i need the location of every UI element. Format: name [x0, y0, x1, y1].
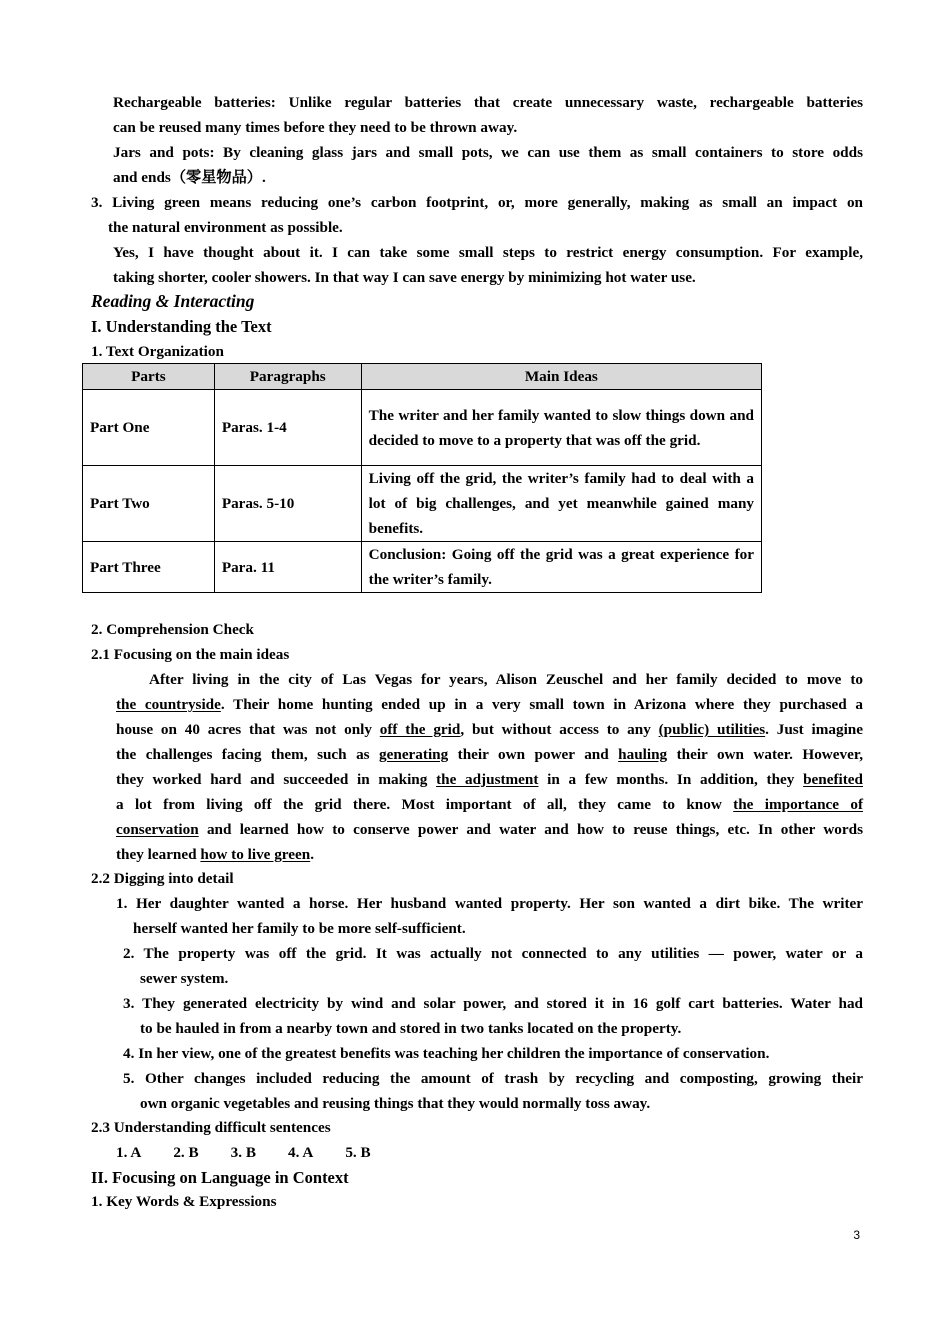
detail-3-line-1: 3. They generated electricity by wind and solar power, and stored it in 16 golf cart batteries. Water had — [123, 995, 863, 1012]
blank-answer: the countryside — [116, 696, 221, 713]
table-row — [83, 390, 762, 466]
heading-difficult-sentences: 2.3 Understanding difficult sentences — [91, 1119, 331, 1136]
detail-1-line-1: 1. Her daughter wanted a horse. Her husband wanted property. Her son wanted a dirt bike. The writer — [116, 895, 863, 912]
blank-answer: benefited — [803, 771, 863, 788]
blank-answer: the importance of — [733, 796, 863, 813]
summary-line-2: the countryside. Their home hunting ended up in a very small town in Arizona where they purchased a — [116, 696, 863, 713]
cell-paragraphs: Paras. 5-10 — [214, 466, 361, 542]
cell-part: Part One — [83, 390, 215, 466]
detail-3-line-2: to be hauled in from a nearby town and stored in two tanks located on the property. — [140, 1020, 682, 1037]
rechargeable-line-2: can be reused many times before they need to be thrown away. — [113, 119, 518, 136]
cell-main-idea: The writer and her family wanted to slow things down and decided to move to a property that was off the grid. — [361, 390, 761, 466]
cell-paragraphs: Para. 11 — [214, 542, 361, 593]
heading-understanding: I. Understanding the Text — [91, 317, 272, 336]
detail-2-line-1: 2. The property was off the grid. It was actually not connected to any utilities — power, water or a — [123, 945, 863, 962]
blank-answer: hauling — [618, 746, 668, 763]
answer-item: 2. B — [173, 1144, 199, 1161]
heading-digging-detail: 2.2 Digging into detail — [91, 870, 234, 887]
summary-line-3: house on 40 acres that was not only off the grid, but without access to any (public) utilities. Just imagine — [116, 721, 863, 738]
detail-5-line-1: 5. Other changes included reducing the amount of trash by recycling and composting, growing their — [123, 1070, 863, 1087]
summary-line-4: the challenges facing them, such as generating their own power and hauling their own water. However, — [116, 746, 863, 763]
summary-line-1: After living in the city of Las Vegas for years, Alison Zeuschel and her family decided to move to — [149, 671, 863, 688]
header-main-ideas: Main Ideas — [361, 364, 761, 390]
heading-text-organization: 1. Text Organization — [91, 343, 224, 360]
item3-line-2: the natural environment as possible. — [108, 219, 343, 236]
table-row — [83, 466, 762, 542]
detail-4-line-1: 4. In her view, one of the greatest benefits was teaching her children the importance of conservation. — [123, 1045, 770, 1062]
section-title: Reading & Interacting — [91, 291, 255, 311]
cell-part: Part Two — [83, 466, 215, 542]
cell-main-idea: Living off the grid, the writer’s family had to deal with a lot of big challenges, and yet meanwhile gained many benefits. — [361, 466, 761, 542]
blank-answer: off the grid — [379, 721, 461, 738]
heading-comprehension-check: 2. Comprehension Check — [91, 621, 254, 638]
page-number: 3 — [853, 1228, 860, 1242]
yes-line-2: taking shorter, cooler showers. In that way I can save energy by minimizing hot water use. — [113, 269, 696, 286]
text-organization-table — [82, 363, 762, 593]
answer-item: 5. B — [345, 1144, 371, 1161]
answer-item: 1. A — [116, 1144, 142, 1161]
jars-line-2: and ends（零星物品）. — [113, 169, 266, 186]
heading-key-words: 1. Key Words & Expressions — [91, 1193, 277, 1210]
detail-1-line-2: herself wanted her family to be more self-sufficient. — [133, 920, 466, 937]
cell-paragraphs: Paras. 1-4 — [214, 390, 361, 466]
summary-line-7: conservation and learned how to conserve power and water and how to reuse things, etc. In other words — [116, 821, 863, 838]
heading-language-context: II. Focusing on Language in Context — [91, 1168, 349, 1187]
blank-answer: how to live green — [200, 846, 311, 863]
header-paragraphs: Paragraphs — [214, 364, 361, 390]
table-row — [83, 542, 762, 593]
blank-answer: (public) utilities — [658, 721, 766, 738]
detail-2-line-2: sewer system. — [140, 970, 229, 987]
blank-answer: conservation — [116, 821, 199, 838]
blank-answer: the adjustment — [436, 771, 539, 788]
heading-main-ideas: 2.1 Focusing on the main ideas — [91, 646, 290, 663]
answer-item: 4. A — [287, 1144, 314, 1161]
header-parts: Parts — [83, 364, 215, 390]
answer-list — [116, 1140, 403, 1165]
jars-line-1: Jars and pots: By cleaning glass jars and small pots, we can use them as small containers to store odds — [113, 144, 863, 161]
table-header-row — [83, 364, 762, 390]
summary-line-5: they worked hard and succeeded in making the adjustment in a few months. In addition, they benefited — [116, 771, 863, 788]
blank-answer: generating — [379, 746, 449, 763]
summary-line-8: they learned how to live green. — [116, 846, 314, 863]
yes-line-1: Yes, I have thought about it. I can take some small steps to restrict energy consumption. For example, — [113, 244, 863, 261]
item3-line-1: 3. Living green means reducing one’s carbon footprint, or, more generally, making as small an impact on — [91, 194, 863, 211]
cell-main-idea: Conclusion: Going off the grid was a great experience for the writer’s family. — [361, 542, 761, 593]
answer-item: 3. B — [230, 1144, 256, 1161]
cell-part: Part Three — [83, 542, 215, 593]
detail-5-line-2: own organic vegetables and reusing things that they would normally toss away. — [140, 1095, 651, 1112]
summary-line-6: a lot from living off the grid there. Most important of all, they came to know the importance of — [116, 796, 863, 813]
rechargeable-line-1: Rechargeable batteries: Unlike regular batteries that create unnecessary waste, rechargeable batteries — [113, 94, 863, 111]
